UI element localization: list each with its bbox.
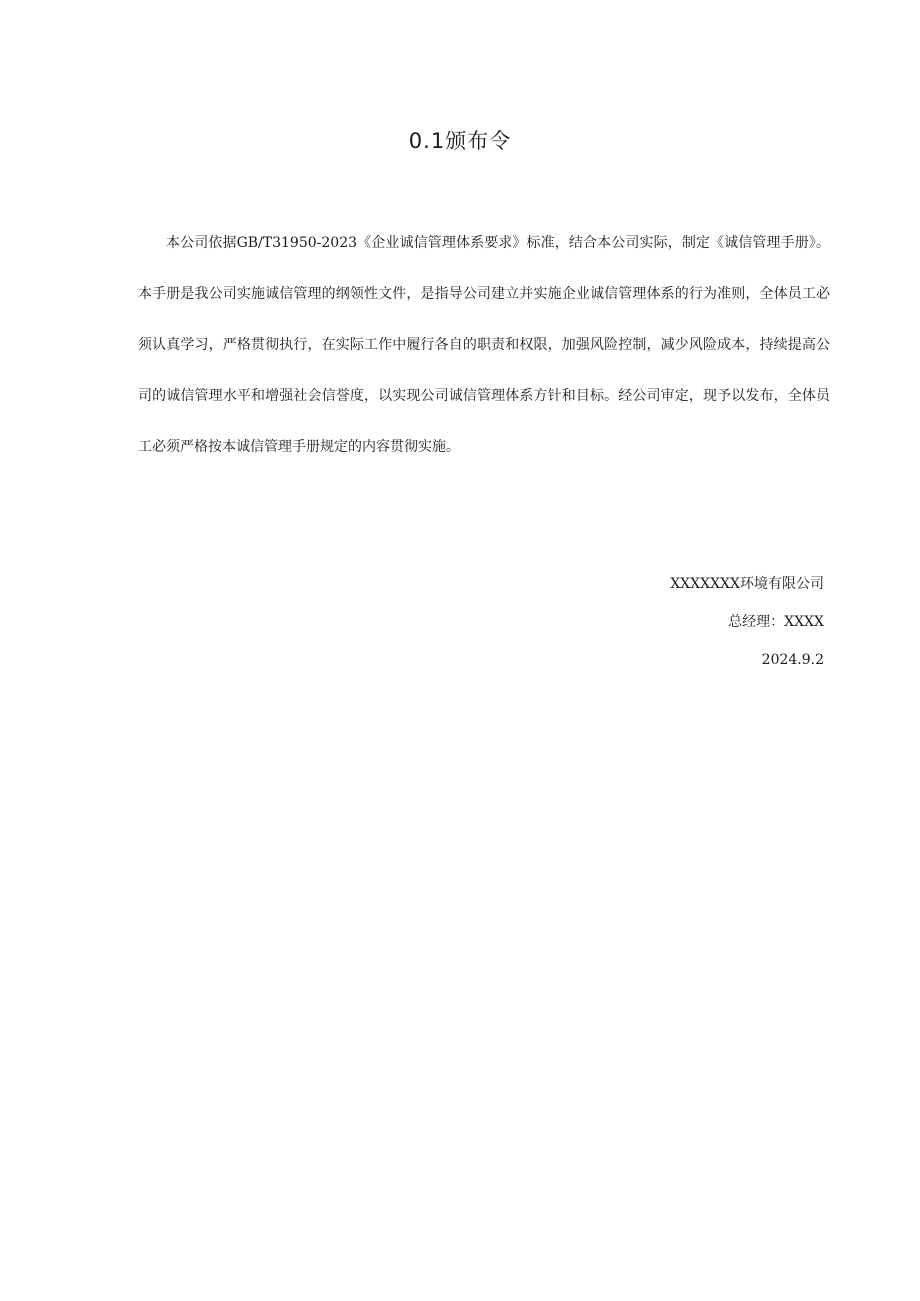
page-title: 0.1颁布令 xyxy=(408,129,512,153)
company-name: XXXXXXX环境有限公司 xyxy=(670,576,824,592)
issue-date: 2024.9.2 xyxy=(761,652,824,668)
signature-block xyxy=(670,565,824,679)
general-manager: 总经理：XXXX xyxy=(728,614,824,630)
decree-paragraph: 本公司依据GB/T31950-2023《企业诚信管理体系要求》标准，结合本公司实际，制定《诚信管理手册》。本手册是我公司实施诚信管理的纲领性文件，是指导公司建立并实施企业诚信管理体系的行为准则，全体员工必须认真学习，严格贯彻执行，在实际工作中履行各自的职责和权限，加强风险控制，减少风险成本，持续提高公司的诚信管理水平和增强社会信誉度，以实现公司诚信管理体系方针和目标。经公司审定，现予以发布，全体员工必须严格按本诚信管理手册规定的内容贯彻实施。 xyxy=(138,235,830,455)
